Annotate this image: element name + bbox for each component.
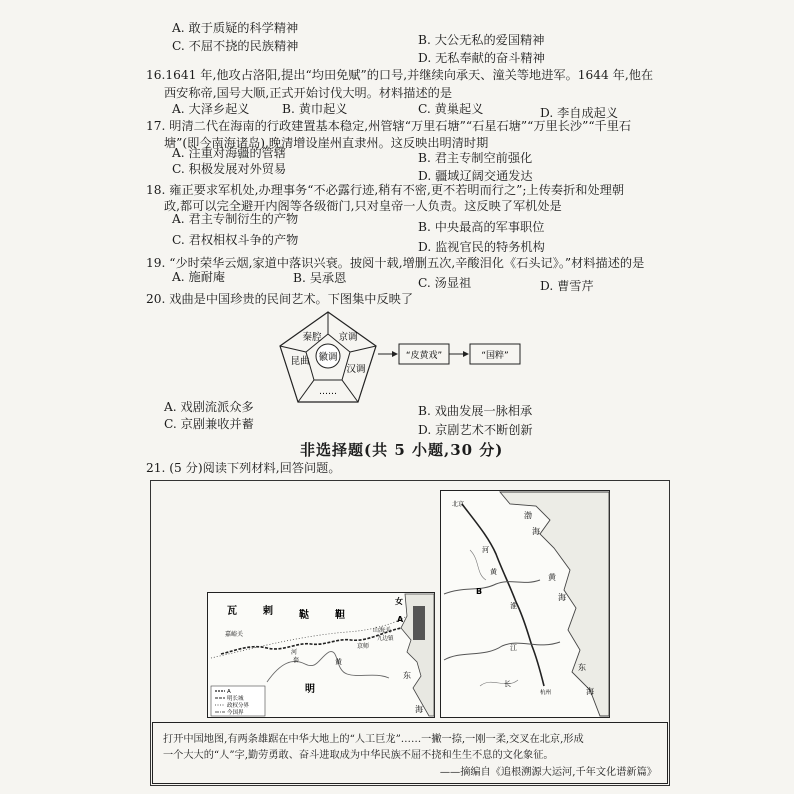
q16-option-a: A. 大泽乡起义 <box>172 102 250 116</box>
map1-label-la: 剌 <box>263 606 273 617</box>
quote-line2: 一个大大的“人”字,勤劳勇敢、奋斗进取成为中华民族不屈不挠和生生不息的文化象征。 <box>163 750 554 761</box>
q16-option-d: D. 李自成起义 <box>540 106 619 120</box>
map1-label-tao: 套 <box>293 657 300 664</box>
map1-label-jingshi: 京师 <box>357 643 370 650</box>
q15-option-b: B. 大公无私的爱国精神 <box>418 33 545 47</box>
map2-label-hai1: 海 <box>532 527 540 536</box>
map2-label-beijing: 北京 <box>452 501 465 508</box>
map1-label-wa: 瓦 <box>227 606 237 617</box>
map2-label-hai3: 海 <box>586 687 594 696</box>
map2-label-huai: 淮 <box>510 602 517 610</box>
map2-label-bo: 渤 <box>524 511 532 520</box>
q17-option-a: A. 注重对海疆的管辖 <box>172 146 287 160</box>
q16-option-b: B. 黄巾起义 <box>282 102 348 116</box>
map1-label-jiubianzhen: 九边镇 <box>377 636 394 642</box>
opera-pentagon-diagram <box>270 304 540 404</box>
map1-label-jiayuguan: 嘉峪关 <box>225 631 244 638</box>
q18-option-a: A. 君主专制衍生的产物 <box>172 212 299 226</box>
map2-label-chang: 长 <box>504 680 511 688</box>
q19-option-a: A. 施耐庵 <box>172 270 226 284</box>
map1-label-nv: 女 <box>395 597 403 606</box>
q17-stem-line1: 17. 明清二代在海南的行政建置基本稳定,州管辖“万里石塘”“石星石塘”“万里长沙”“千里石 <box>146 119 632 133</box>
map1-label-huang: 黄 <box>335 658 342 666</box>
q15-option-a: A. 敢于质疑的科学精神 <box>172 21 299 35</box>
map2-label-hai2: 海 <box>558 593 566 602</box>
map1-legend-a: A <box>227 689 231 695</box>
q15-option-d: D. 无私奉献的奋斗精神 <box>418 51 545 65</box>
q19-stem: 19. “少时荣华云烟,家道中落识兴衰。披阅十载,增删五次,辛酸泪化《石头记》。”材料描述的是 <box>146 256 645 270</box>
diagram-box-guocui: “国粹” <box>481 351 509 361</box>
q17-option-b: B. 君主专制空前强化 <box>418 151 533 165</box>
map2-label-he: 河 <box>482 546 489 554</box>
q21-stem: 21. (5 分)阅读下列材料,回答问题。 <box>146 461 341 475</box>
map2-label-hangzhou: 杭州 <box>540 690 552 696</box>
q20-option-b: B. 戏曲发展一脉相承 <box>418 404 533 418</box>
map1-label-dong: 东 <box>403 671 411 680</box>
diagram-outer-qinqiang: 秦腔 <box>302 332 322 343</box>
q20-stem: 20. 戏曲是中国珍贵的民间艺术。下图集中反映了 <box>146 292 414 306</box>
map1-legend-wall: 明长城 <box>227 696 244 702</box>
q15-option-c: C. 不屈不挠的民族精神 <box>172 39 299 53</box>
q16-option-c: C. 黄巢起义 <box>418 102 484 116</box>
map1-legend-border: 今国界 <box>227 710 244 716</box>
q17-option-d: D. 疆域辽阔交通发达 <box>418 169 533 183</box>
map1-label-ming: 明 <box>305 684 315 695</box>
diagram-center: 徽调 <box>318 352 338 363</box>
map2-label-dong: 东 <box>578 663 586 672</box>
map1-label-he: 河 <box>291 649 298 656</box>
q21-quote-box <box>152 722 668 784</box>
q18-stem-line1: 18. 雍正要求军机处,办理事务“不必露行迹,稍有不密,更不若明而行之”;上传奏折和处理朝 <box>146 183 625 197</box>
q17-option-c: C. 积极发展对外贸易 <box>172 162 287 176</box>
q19-option-c: C. 汤显祖 <box>418 276 472 290</box>
quote-line1: 打开中国地图,有两条雄踞在中华大地上的“人工巨龙”……一撇一捺,一刚一柔,交叉在北京,形成 <box>163 734 584 745</box>
q18-option-d: D. 监视官民的特务机构 <box>418 240 545 254</box>
map2-label-huang-sea: 黄 <box>548 573 556 582</box>
diagram-outer-kunqu: 昆曲 <box>290 356 310 367</box>
q18-stem-line2: 政,都可以完全避开内阁等各级衙门,只对皇帝一人负责。这反映了军机处是 <box>164 199 562 213</box>
map-grand-canal <box>440 490 610 718</box>
diagram-outer-handiao: 汉调 <box>346 364 366 375</box>
map2-label-huang-river: 黄 <box>490 568 497 576</box>
map1-legend-boundary: 政权分界 <box>227 703 250 709</box>
q16-stem-line1: 16.1641 年,他攻占洛阳,提出“均田免赋”的口号,并继续向承天、潼关等地进军。1644 年,他在 <box>146 68 654 82</box>
map2-label-b: B <box>476 587 483 596</box>
diagram-box-pihuangxi: “皮黄戏” <box>405 351 443 361</box>
diagram-outer-ellipsis: …… <box>319 387 337 397</box>
map-ming-great-wall <box>207 592 435 718</box>
diagram-outer-jingdiao: 京调 <box>338 332 358 343</box>
map1-label-a: A <box>397 615 404 624</box>
map1-label-shanhaiguan: 山海关 <box>373 627 392 634</box>
q19-option-b: B. 吴承恩 <box>293 271 347 285</box>
q18-option-b: B. 中央最高的军事职位 <box>418 220 545 234</box>
section-heading-nonchoice: 非选择题(共 5 小题,30 分) <box>300 441 504 459</box>
map1-label-dan: 靼 <box>335 610 345 621</box>
map1-label-hai: 海 <box>415 705 423 714</box>
map1-label-da: 鞑 <box>299 610 309 621</box>
map2-label-jiang: 江 <box>510 644 517 652</box>
q16-stem-line2: 西安称帝,国号大顺,正式开始讨伐大明。材料描述的是 <box>164 86 453 100</box>
q20-option-d: D. 京剧艺术不断创新 <box>418 423 533 437</box>
q20-option-a: A. 戏剧流派众多 <box>164 400 254 414</box>
q19-option-d: D. 曹雪芹 <box>540 279 594 293</box>
quote-source: ——摘编自《追根溯源大运河,千年文化谱新篇》 <box>439 767 657 778</box>
q20-option-c: C. 京剧兼收并蓄 <box>164 417 254 431</box>
q17-stem-line2: 塘”(即今南海诸岛),晚清增设崖州直隶州。这反映出明清时期 <box>164 136 489 150</box>
q18-option-c: C. 君权相权斗争的产物 <box>172 233 299 247</box>
